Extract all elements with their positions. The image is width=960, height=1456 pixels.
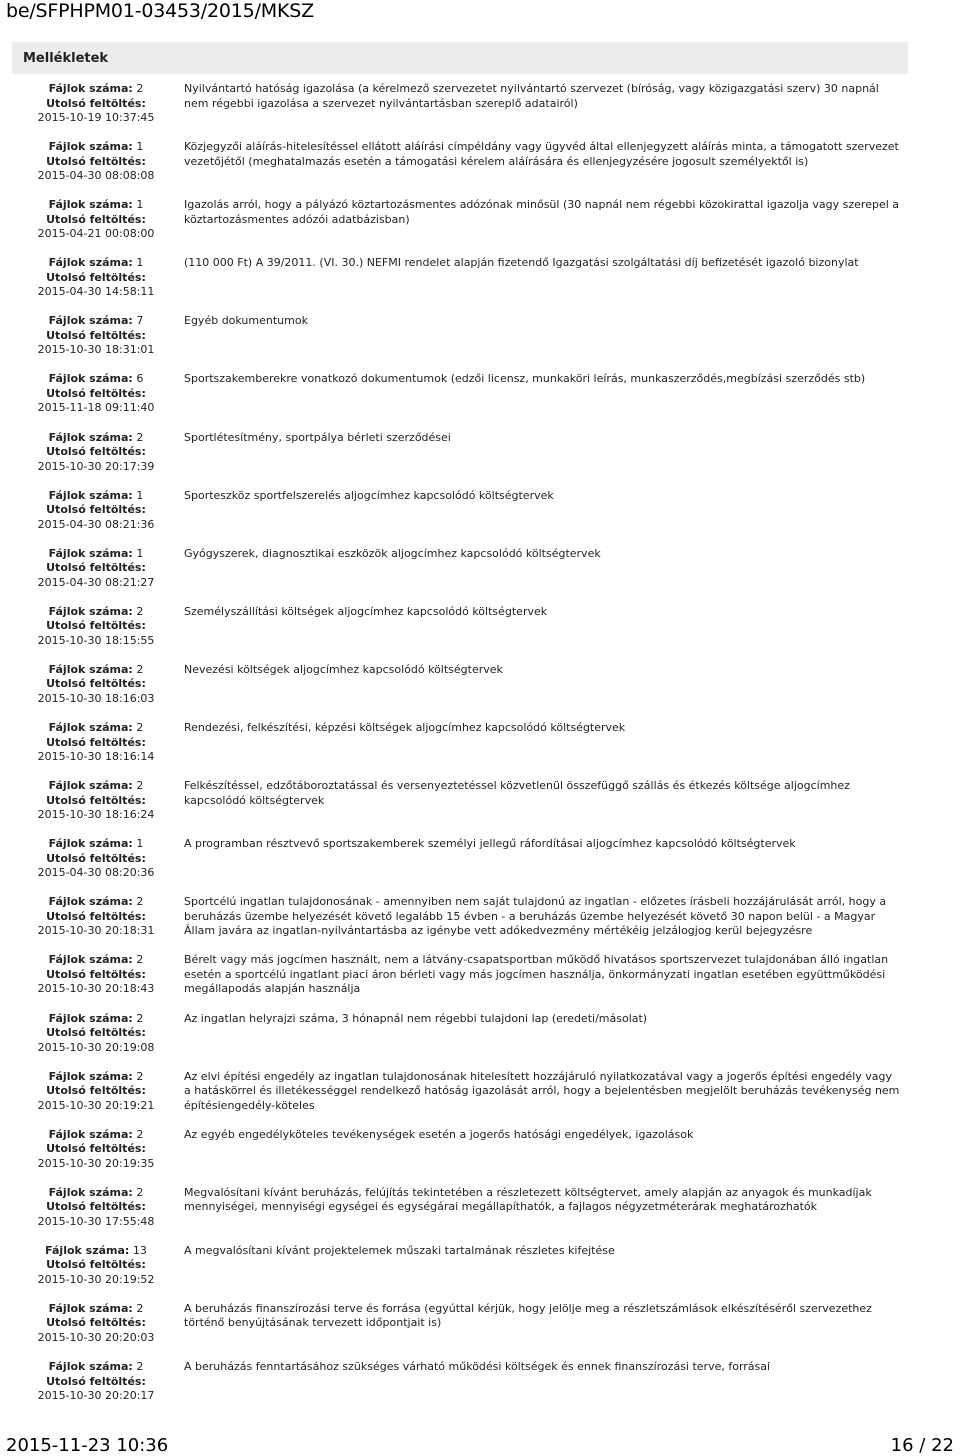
last-upload-date: 2015-04-30 08:21:36: [37, 517, 155, 531]
files-count-line: [12, 82, 180, 97]
attachment-description: Sporteszköz sportfelszerelés aljogcímhez kapcsolódó költségtervek: [184, 488, 554, 502]
files-count-line: [12, 1186, 180, 1201]
files-count-line: [12, 140, 180, 155]
attachment-description: (110 000 Ft) A 39/2011. (VI. 30.) NEFMI rendelet alapján fizetendő Igazgatási szolgáltatási díj befizetését igazoló bizonylat: [184, 256, 859, 270]
files-count-line: [12, 779, 180, 794]
last-upload-label: Utolsó feltöltés:: [46, 386, 146, 400]
files-count-label: Fájlok száma:: [48, 1127, 133, 1141]
last-upload-label: Utolsó feltöltés:: [46, 619, 146, 633]
files-count-line: [12, 663, 180, 678]
last-upload-date: 2015-10-30 17:55:48: [37, 1214, 155, 1228]
attachment-description: Nevezési költségek aljogcímhez kapcsolódó költségtervek: [184, 662, 503, 676]
files-count-label: Fájlok száma:: [48, 1360, 133, 1374]
files-count-value: 2: [136, 82, 144, 95]
last-upload-date: 2015-10-30 20:18:31: [37, 924, 155, 938]
files-count-value: 2: [136, 662, 144, 676]
last-upload-label: Utolsó feltöltés:: [46, 1026, 146, 1039]
attachment-description: Az egyéb engedélyköteles tevékenységek esetén a jogerős hatósági engedélyek, igazolások: [184, 1127, 694, 1141]
files-count-line: [12, 837, 180, 852]
last-upload-label: Utolsó feltöltés:: [46, 270, 146, 284]
footer-timestamp: 2015-11-23 10:36: [6, 1435, 169, 1456]
attachment-description: Sportlétesítmény, sportpálya bérleti szerződései: [184, 430, 451, 444]
last-upload-date: 2015-10-30 20:19:21: [37, 1098, 155, 1112]
attachment-description: Személyszállítási költségek aljogcímhez kapcsolódó költségtervek: [184, 604, 548, 618]
section-title: Mellékletek: [23, 51, 109, 66]
attachment-meta: [12, 721, 180, 779]
files-count-value: 2: [136, 1185, 144, 1199]
files-count-label: Fájlok száma:: [45, 1243, 130, 1257]
last-upload-label: Utolsó feltöltés:: [46, 1316, 146, 1330]
last-upload-date: 2015-10-19 10:37:45: [37, 111, 155, 124]
files-count-value: 13: [132, 1243, 147, 1257]
files-count-label: Fájlok száma:: [48, 1069, 133, 1083]
attachment-meta-column: [12, 82, 180, 1418]
files-count-label: Fájlok száma:: [48, 779, 133, 793]
attachment-meta: [12, 895, 180, 953]
last-upload-date: 2015-04-30 08:20:36: [37, 866, 155, 880]
files-count-label: Fájlok száma:: [48, 372, 133, 386]
files-count-value: 1: [136, 198, 144, 212]
attachment-meta: [12, 605, 180, 663]
files-count-label: Fájlok száma:: [48, 604, 133, 618]
files-count-label: Fájlok száma:: [48, 430, 133, 444]
last-upload-date: 2015-10-30 20:19:08: [37, 1040, 155, 1054]
files-count-line: [12, 1360, 180, 1375]
attachment-description: Igazolás arról, hogy a pályázó köztartozásmentes adózónak minősül (30 napnál nem régebbi közokirattal igazolja vagy szerepel a köztartozásmentes adózói adatbázisban): [184, 198, 900, 226]
attachment-description-column: [184, 82, 900, 1418]
last-upload-label: Utolsó feltöltés:: [46, 561, 146, 575]
files-count-line: [12, 198, 180, 213]
files-count-label: Fájlok száma:: [48, 953, 133, 967]
last-upload-date: 2015-11-18 09:11:40: [37, 401, 155, 415]
last-upload-date: 2015-10-30 20:19:35: [37, 1156, 155, 1170]
last-upload-label: Utolsó feltöltés:: [46, 503, 146, 517]
attachment-description: Gyógyszerek, diagnosztikai eszközök aljogcímhez kapcsolódó költségtervek: [184, 546, 601, 560]
attachment-meta: [12, 1012, 180, 1070]
attachment-meta: [12, 837, 180, 895]
last-upload-label: Utolsó feltöltés:: [46, 1258, 146, 1272]
files-count-line: [12, 605, 180, 620]
last-upload-label: Utolsó feltöltés:: [46, 1084, 146, 1098]
page-number: 16 / 22: [890, 1435, 954, 1456]
last-upload-label: Utolsó feltöltés:: [46, 677, 146, 691]
files-count-value: 2: [136, 721, 144, 735]
files-count-label: Fájlok száma:: [48, 1011, 133, 1025]
attachment-meta: [12, 1070, 180, 1128]
files-count-line: [12, 372, 180, 387]
last-upload-date: 2015-04-21 00:08:00: [37, 227, 155, 241]
attachment-meta: [12, 140, 180, 198]
last-upload-date: 2015-10-30 20:20:03: [37, 1330, 155, 1344]
document-id: be/SFPHPM01-03453/2015/MKSZ: [6, 0, 314, 22]
last-upload-date: 2015-10-30 18:16:24: [37, 808, 155, 822]
last-upload-label: Utolsó feltöltés:: [46, 909, 146, 923]
attachment-meta: [12, 663, 180, 721]
attachment-meta: [12, 1128, 180, 1186]
files-count-line: [12, 314, 180, 329]
attachment-description: A beruházás fenntartásához szükséges várható működési költségek és ennek finanszírozási terve, forrásai: [184, 1360, 771, 1374]
last-upload-label: Utolsó feltöltés:: [46, 1200, 146, 1214]
attachment-description: Az elvi építési engedély az ingatlan tulajdonosának hitelesített hozzájáruló nyilatkozatával vagy a jogerős építési engedély vagy a hatáskörrel és illetékességgel rendelkező hatóság igazolását arról, hogy a bejelentésben megjelölt beruházás tevékenység nem építésiengedély-köteles: [184, 1069, 900, 1112]
attachment-description: Megvalósítani kívánt beruházás, felújítás tekintetében a részletezett költségtervet, amely alapján az anyagok és munkadíjak mennyiségei, mennyiségi egységei és egységárai megállapíthatók, a fajlagos négyzetméterárak meghatározhatók: [184, 1185, 872, 1214]
attachment-meta: [12, 547, 180, 605]
attachment-meta: [12, 372, 180, 430]
last-upload-label: Utolsó feltöltés:: [46, 851, 146, 865]
attachment-description: Rendezési, felkészítési, képzési költségek aljogcímhez kapcsolódó költségtervek: [184, 721, 626, 735]
attachment-meta: [12, 431, 180, 489]
attachment-meta: [12, 1302, 180, 1360]
attachment-description: Nyilvántartó hatóság igazolása (a kérelmező szervezetet nyilvántartó szervezet (bíróság, vagy közigazgatási szerv) 30 napnál nem régebbi igazolása a szervezet nyilvántartásban szereplő adatairól): [184, 82, 879, 110]
last-upload-label: Utolsó feltöltés:: [46, 735, 146, 749]
last-upload-date: 2015-10-30 20:18:43: [37, 982, 155, 996]
files-count-value: 2: [136, 1127, 144, 1141]
attachment-meta: [12, 489, 180, 547]
last-upload-date: 2015-10-30 18:31:01: [37, 343, 155, 357]
last-upload-label: Utolsó feltöltés:: [46, 793, 146, 807]
attachment-description: Az ingatlan helyrajzi száma, 3 hónapnál nem régebbi tulajdoni lap (eredeti/másolat): [184, 1011, 648, 1025]
last-upload-label: Utolsó feltöltés:: [46, 445, 146, 459]
attachment-description: A programban résztvevő sportszakemberek személyi jellegű ráfordításai aljogcímhez kapcsolódó költségtervek: [184, 837, 796, 851]
attachment-description: Egyéb dokumentumok: [184, 314, 308, 328]
files-count-line: [12, 1012, 180, 1027]
last-upload-date: 2015-04-30 08:21:27: [37, 575, 155, 589]
files-count-label: Fájlok száma:: [48, 256, 133, 270]
attachment-description: Közjegyzői aláírás-hitelesítéssel ellátott aláírási címpéldány vagy ügyvéd által ellenjegyzett aláírás minta, a támogatott szervezet vezetőjétől (meghatalmazás esetén a támogatási kérelem aláírására és ellenjegyzésére jogosult személyektől is): [184, 140, 899, 168]
files-count-line: [12, 721, 180, 736]
files-count-value: 2: [136, 895, 144, 909]
files-count-value: 1: [136, 546, 144, 560]
files-count-label: Fájlok száma:: [48, 662, 133, 676]
files-count-value: 1: [136, 837, 144, 851]
files-count-line: [12, 1244, 180, 1259]
last-upload-date: 2015-10-30 20:17:39: [37, 459, 155, 473]
files-count-value: 1: [136, 256, 144, 270]
files-count-label: Fájlok száma:: [48, 1301, 133, 1315]
last-upload-date: 2015-04-30 14:58:11: [37, 285, 155, 299]
attachment-meta: [12, 198, 180, 256]
last-upload-date: 2015-04-30 08:08:08: [37, 169, 155, 183]
files-count-label: Fájlok száma:: [48, 314, 133, 328]
files-count-label: Fájlok száma:: [48, 721, 133, 735]
attachment-meta: [12, 1244, 180, 1302]
files-count-label: Fájlok száma:: [48, 895, 133, 909]
files-count-value: 7: [136, 314, 144, 328]
files-count-label: Fájlok száma:: [48, 488, 133, 502]
attachment-meta: [12, 82, 180, 140]
files-count-line: [12, 1128, 180, 1143]
files-count-line: [12, 953, 180, 968]
files-count-label: Fájlok száma:: [48, 837, 133, 851]
files-count-value: 1: [136, 140, 144, 154]
attachment-description: A beruházás finanszírozási terve és forrása (egyúttal kérjük, hogy jelölje meg a részletszámlások elkészítéséről szervezethez történő benyújtásának tervezett időpontjait is): [184, 1301, 872, 1330]
last-upload-date: 2015-10-30 20:19:52: [37, 1272, 155, 1286]
last-upload-label: Utolsó feltöltés:: [46, 212, 146, 226]
files-count-line: [12, 547, 180, 562]
files-count-label: Fájlok száma:: [48, 140, 133, 154]
files-count-line: [12, 1070, 180, 1085]
section-header: [12, 42, 908, 74]
files-count-value: 2: [136, 604, 144, 618]
files-count-value: 6: [136, 372, 144, 386]
files-count-label: Fájlok száma:: [48, 546, 133, 560]
files-count-line: [12, 895, 180, 910]
files-count-label: Fájlok száma:: [48, 1185, 133, 1199]
files-count-label: Fájlok száma:: [48, 82, 133, 95]
files-count-value: 2: [136, 1360, 144, 1374]
attachment-meta: [12, 314, 180, 372]
files-count-line: [12, 431, 180, 446]
last-upload-date: 2015-10-30 18:16:03: [37, 691, 155, 705]
files-count-line: [12, 489, 180, 504]
attachment-meta: [12, 953, 180, 1011]
files-count-value: 2: [136, 430, 144, 444]
attachment-meta: [12, 779, 180, 837]
attachment-description: Sportszakemberekre vonatkozó dokumentumok (edzői licensz, munkaköri leírás, munkaszerződés,megbízási szerződés stb): [184, 372, 866, 386]
last-upload-label: Utolsó feltöltés:: [46, 154, 146, 168]
last-upload-label: Utolsó feltöltés:: [46, 96, 146, 110]
files-count-value: 1: [136, 488, 144, 502]
files-count-value: 2: [136, 1069, 144, 1083]
last-upload-date: 2015-10-30 18:16:14: [37, 750, 155, 764]
files-count-value: 2: [136, 779, 144, 793]
last-upload-label: Utolsó feltöltés:: [46, 1374, 146, 1388]
files-count-value: 2: [136, 953, 144, 967]
attachment-description: Felkészítéssel, edzőtáboroztatással és versenyeztetéssel közvetlenül összefüggő szállás és étkezés költsége aljogcímhez kapcsolódó költségtervek: [184, 779, 850, 807]
files-count-line: [12, 256, 180, 271]
last-upload-label: Utolsó feltöltés:: [46, 967, 146, 981]
last-upload-date: 2015-10-30 20:20:17: [37, 1389, 155, 1403]
last-upload-date: 2015-10-30 18:15:55: [37, 633, 155, 647]
attachment-meta: [12, 1186, 180, 1244]
files-count-label: Fájlok száma:: [48, 198, 133, 212]
attachment-meta: [12, 256, 180, 314]
files-count-value: 2: [136, 1011, 144, 1025]
attachment-meta: [12, 1360, 180, 1418]
attachment-description: Sportcélú ingatlan tulajdonosának - amennyiben nem saját tulajdonú az ingatlan - előzetes írásbeli hozzájárulását arról, hogy a beruházás üzembe helyezését követő legalább 15 évben - a beruházás üzembe helyezését követő 30 napon belül - a Magyar Állam javára az ingatlan-nyilvántartásba az igénybe vett adókedvezmény mértékéig jelzálogjog kerül bejegyzésre: [184, 895, 887, 938]
attachment-description: A megvalósítani kívánt projektelemek műszaki tartalmának részletes kifejtése: [184, 1243, 615, 1257]
last-upload-label: Utolsó feltöltés:: [46, 328, 146, 342]
files-count-value: 2: [136, 1301, 144, 1315]
files-count-line: [12, 1302, 180, 1317]
last-upload-label: Utolsó feltöltés:: [46, 1142, 146, 1156]
attachment-description: Bérelt vagy más jogcímen használt, nem a látvány-csapatsportban működő hivatásos sportszervezet tulajdonában álló ingatlan esetén a sportcélú ingatlant piaci áron bérleti vagy más jogcímen használja, önkormányzati ingatlan esetében együttműködési megállapodás alapján használja: [184, 953, 889, 996]
